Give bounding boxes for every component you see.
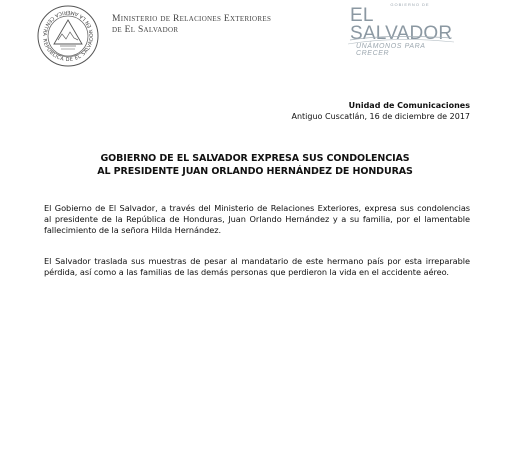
coat-of-arms-seal bbox=[36, 4, 100, 68]
seal-text: REPUBLICA DE EL SALVADOR EN LA AMERICA CENTRA bbox=[40, 8, 96, 64]
seal-icon bbox=[36, 4, 100, 68]
paragraph-2-line-2: pérdida, así como a las familias de las demás personas que perdieron la vida en el accidente aéreo. bbox=[44, 267, 449, 278]
government-brand-logo bbox=[346, 2, 456, 57]
paragraph-1-line-1: El Gobierno de El Salvador, a través del Ministerio de Relaciones Exteriores, expresa sus condolencias bbox=[44, 203, 470, 213]
paragraph-1 bbox=[44, 203, 470, 237]
ministry-line1: Ministerio de Relaciones Exteriores bbox=[112, 14, 272, 24]
brand-tagline: UNÁMONOS PARA CRECER bbox=[356, 43, 426, 57]
brand-swoosh-icon bbox=[346, 32, 456, 46]
unit-name: Unidad de Comunicaciones bbox=[348, 101, 470, 110]
unit-block bbox=[292, 100, 471, 122]
ministry-line2: de El Salvador bbox=[112, 25, 179, 35]
svg-text:REPUBLICA DE EL SALVADOR EN LA bbox=[36, 4, 95, 63]
headline-line2: AL PRESIDENTE JUAN ORLANDO HERNÁNDEZ DE HONDURAS bbox=[97, 166, 413, 177]
paragraph-1-line-3: fallecimiento de la señora Hilda Hernández. bbox=[44, 225, 222, 236]
paragraph-2 bbox=[44, 256, 470, 278]
place-date: Antiguo Cuscatlán, 16 de diciembre de 2017 bbox=[291, 112, 470, 121]
paragraph-2-line-1: El Salvador traslada sus muestras de pesar al mandatario de este hermano país por esta irreparable bbox=[44, 256, 470, 266]
headline bbox=[0, 152, 510, 178]
brand-small-text: GOBIERNO DE bbox=[390, 2, 430, 7]
headline-line1: GOBIERNO DE EL SALVADOR EXPRESA SUS CONDOLENCIAS bbox=[100, 153, 410, 164]
brand-name: EL SALVADOR bbox=[350, 5, 453, 44]
ministry-name bbox=[112, 14, 271, 36]
paragraph-1-line-2: al presidente de la República de Honduras, Juan Orlando Hernández y a su familia, por el lamentable bbox=[44, 214, 470, 225]
